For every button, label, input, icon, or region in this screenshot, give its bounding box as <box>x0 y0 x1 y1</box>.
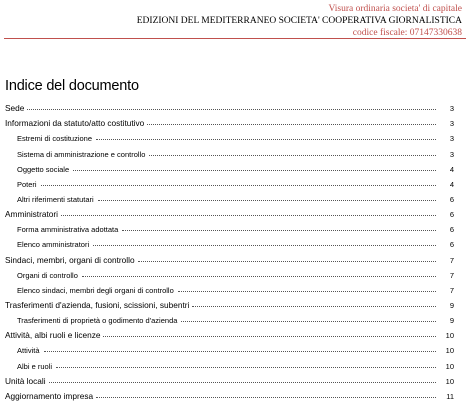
toc-page-number: 10 <box>445 346 454 356</box>
page-title: Indice del documento <box>5 78 139 94</box>
toc-entry-label: Elenco sindaci, membri degli organi di controllo <box>17 285 174 295</box>
toc-leader-dots <box>27 109 436 110</box>
toc-leader-dots <box>147 124 436 125</box>
toc-page-number: 3 <box>449 134 454 144</box>
toc-subsection-link[interactable] <box>5 128 454 143</box>
toc-entry-label: Informazioni da statuto/atto costitutivo <box>5 118 145 129</box>
toc-section-link[interactable] <box>5 204 454 219</box>
toc-subsection-link[interactable] <box>5 159 454 174</box>
toc-page-number: 4 <box>449 179 454 189</box>
toc-leader-dots <box>44 351 436 352</box>
toc-leader-dots <box>96 139 436 140</box>
document-header <box>62 3 462 39</box>
toc-subsection-link[interactable] <box>5 234 454 249</box>
toc-entry-label: Albi e ruoli <box>17 361 53 371</box>
toc-subsection-link[interactable] <box>5 174 454 189</box>
toc-subsection-link[interactable] <box>5 340 454 355</box>
toc-entry-label: Poteri <box>17 179 37 189</box>
toc-page-number: 3 <box>449 104 454 114</box>
toc-leader-dots <box>98 200 436 201</box>
header-fiscal-code: codice fiscale: 07147330638 <box>352 28 462 38</box>
toc-leader-dots <box>96 397 436 398</box>
toc-subsection-link[interactable] <box>5 219 454 234</box>
toc-page-number: 9 <box>449 300 454 310</box>
toc-page-number: 6 <box>449 194 454 204</box>
toc-leader-dots <box>178 291 436 292</box>
toc-section-link[interactable] <box>5 325 454 340</box>
toc-entry-label: Attività <box>17 346 40 356</box>
toc-page-number: 11 <box>446 391 454 401</box>
toc-subsection-link[interactable] <box>5 143 454 158</box>
toc-page-number: 10 <box>445 361 454 371</box>
toc-entry-label: Altri riferimenti statutari <box>17 194 94 204</box>
toc-leader-dots <box>82 276 436 277</box>
toc-entry-label: Unità locali <box>5 375 46 386</box>
header-doc-type: Visura ordinaria societa' di capitale <box>328 4 462 14</box>
toc-leader-dots <box>192 306 436 307</box>
toc-page-number: 4 <box>449 164 454 174</box>
toc-page-number: 10 <box>445 376 454 386</box>
toc-leader-dots <box>56 367 436 368</box>
toc-leader-dots <box>41 185 436 186</box>
toc-entry-label: Aggiornamento impresa <box>5 390 94 401</box>
toc-page-number: 10 <box>445 331 454 341</box>
toc-leader-dots <box>73 170 436 171</box>
toc-leader-dots <box>103 336 436 337</box>
toc-entry-label: Elenco amministratori <box>17 240 90 250</box>
toc-page-number: 6 <box>449 240 454 250</box>
toc-page-number: 9 <box>449 316 454 326</box>
toc-entry-label: Forma amministrativa adottata <box>17 225 119 235</box>
toc-section-link[interactable] <box>5 386 454 401</box>
toc-page-number: 7 <box>449 270 454 280</box>
toc-leader-dots <box>181 321 436 322</box>
toc-entry-label: Oggetto sociale <box>17 164 70 174</box>
toc-entry-label: Sistema di amministrazione e controllo <box>17 149 146 159</box>
toc-entry-label: Amministratori <box>5 209 59 220</box>
table-of-contents <box>5 98 454 401</box>
toc-subsection-link[interactable] <box>5 265 454 280</box>
toc-page-number: 6 <box>449 225 454 235</box>
toc-entry-label: Trasferimenti di proprietà o godimento d'azienda <box>17 316 178 326</box>
toc-subsection-link[interactable] <box>5 189 454 204</box>
header-divider <box>4 38 466 39</box>
toc-section-link[interactable] <box>5 371 454 386</box>
toc-entry-label: Estremi di costituzione <box>17 134 93 144</box>
toc-page-number: 6 <box>449 210 454 220</box>
header-company-name: EDIZIONI DEL MEDITERRANEO SOCIETA' COOPERATIVA GIORNALISTICA <box>136 16 462 26</box>
toc-leader-dots <box>61 215 436 216</box>
toc-section-link[interactable] <box>5 295 454 310</box>
toc-page-number: 3 <box>449 149 454 159</box>
toc-leader-dots <box>49 382 436 383</box>
toc-entry-label: Sindaci, membri, organi di controllo <box>5 254 135 265</box>
toc-page-number: 7 <box>449 285 454 295</box>
toc-leader-dots <box>122 230 436 231</box>
toc-entry-label: Attività, albi ruoli e licenze <box>5 330 101 341</box>
toc-entry-label: Trasferimenti d'azienda, fusioni, scissioni, subentri <box>5 299 190 310</box>
toc-subsection-link[interactable] <box>5 280 454 295</box>
toc-subsection-link[interactable] <box>5 310 454 325</box>
toc-leader-dots <box>138 261 436 262</box>
toc-leader-dots <box>93 245 436 246</box>
toc-page-number: 3 <box>449 119 454 129</box>
toc-section-link[interactable] <box>5 249 454 264</box>
toc-section-link[interactable] <box>5 113 454 128</box>
toc-entry-label: Organi di controllo <box>17 270 78 280</box>
toc-entry-label: Sede <box>5 103 25 114</box>
toc-leader-dots <box>149 155 436 156</box>
toc-subsection-link[interactable] <box>5 355 454 370</box>
toc-page-number: 7 <box>449 255 454 265</box>
toc-section-link[interactable] <box>5 98 454 113</box>
